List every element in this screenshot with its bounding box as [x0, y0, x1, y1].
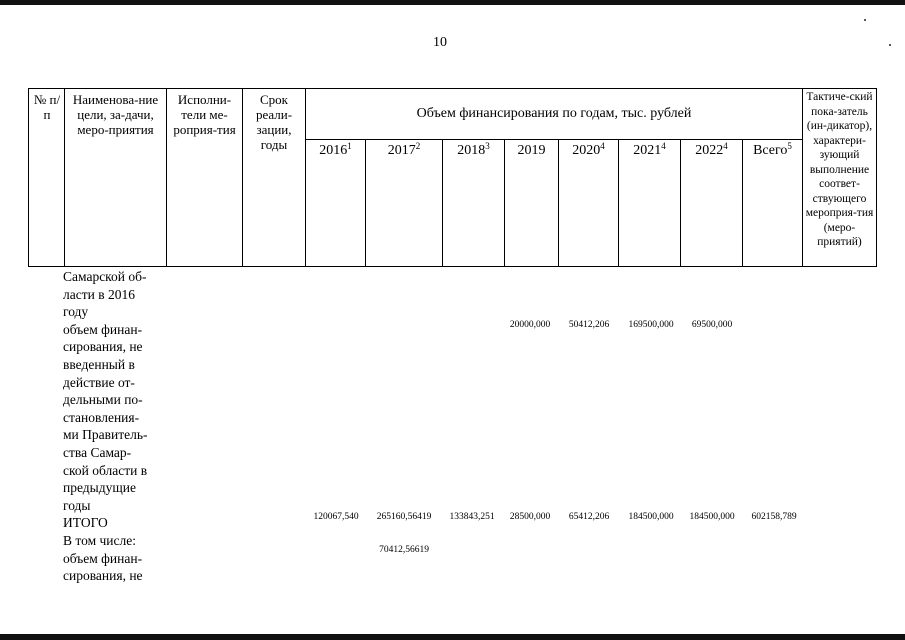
col-rule — [64, 88, 65, 267]
text-line: предыдущие — [63, 480, 136, 496]
header-col-indicator: Тактиче-ский пока-затель (ин-дикатор), характери-зующий выполнение соответ-ствующего мероприя-тия (меро-приятий) — [805, 91, 874, 248]
cell-total: 602158,789 — [751, 512, 797, 522]
header-year: 2022$^4$ — [695, 141, 728, 158]
cell-2018: 133843,251 — [449, 512, 495, 522]
col-rule — [305, 88, 306, 267]
scan-speck — [864, 19, 866, 21]
cell-2022: 69500,000 — [691, 320, 733, 330]
scan-top-border — [0, 0, 905, 5]
header-year: 2019 — [517, 143, 546, 158]
cell-2017: 265160,56419 — [376, 512, 432, 522]
cell-2022: 184500,000 — [689, 512, 735, 522]
page-number: 10 — [433, 35, 447, 50]
header-col-number: № п/п — [33, 92, 61, 122]
header-year: 2016$^1$ — [319, 141, 352, 158]
cell-2020: 65412,206 — [568, 512, 610, 522]
header-year: 2018$^3$ — [457, 141, 490, 158]
text-line: ми Правитель- — [63, 427, 148, 443]
text-line: ской области в — [63, 462, 148, 478]
header-bottom-rule — [28, 266, 877, 267]
text-line: ИТОГО — [63, 515, 108, 531]
header-top-rule — [28, 88, 877, 89]
header-year: 2017$^2$ — [387, 141, 421, 158]
text-line: становления- — [63, 409, 140, 425]
table-header — [28, 88, 877, 267]
scan-speck — [889, 44, 891, 46]
text-line: сирования, не — [63, 339, 143, 355]
text-line: сирования, не — [63, 568, 143, 584]
measure-description — [63, 268, 173, 585]
text-line: годы — [63, 497, 91, 513]
col-rule — [802, 88, 803, 267]
cell-2020: 50412,206 — [568, 320, 610, 330]
text-line: ласти в 2016 — [63, 286, 135, 302]
col-rule — [166, 88, 167, 267]
cell-2016: 120067,540 — [313, 512, 359, 522]
header-col-name: Наименова-ние цели, за-дачи, меро-приятия — [72, 92, 159, 137]
header-year: 2021$^4$ — [633, 141, 666, 158]
text-line: ства Самар- — [63, 444, 132, 460]
text-line: введенный в — [63, 356, 135, 372]
text-line: В том числе: — [63, 532, 136, 548]
text-line: Самарской об- — [63, 269, 147, 284]
scan-bottom-border — [0, 634, 905, 640]
col-rule — [28, 88, 29, 267]
text-line: объем финан- — [63, 550, 143, 566]
header-col-executors: Исполни-тели ме-роприя-тия — [173, 92, 236, 137]
header-col-funding: Объем финансирования по годам, тыс. рублей — [416, 106, 692, 121]
text-line: году — [63, 304, 89, 320]
text-line: действие от- — [63, 374, 135, 390]
text-line: объем финан- — [63, 321, 143, 337]
cell-2021: 184500,000 — [628, 512, 674, 522]
text-line: дельными по- — [63, 392, 143, 408]
cell-2019: 20000,000 — [509, 320, 551, 330]
header-col-term: Срок реали-зации, годы — [255, 92, 293, 152]
cell-2021: 169500,000 — [628, 320, 674, 330]
col-rule — [876, 88, 877, 267]
header-year: 2020$^4$ — [572, 141, 605, 158]
col-rule — [242, 88, 243, 267]
cell-2017: 70412,56619 — [379, 545, 429, 555]
funding-divider-rule — [305, 139, 802, 140]
header-year: Всего$^5$ — [753, 141, 792, 158]
cell-2019: 28500,000 — [509, 512, 551, 522]
